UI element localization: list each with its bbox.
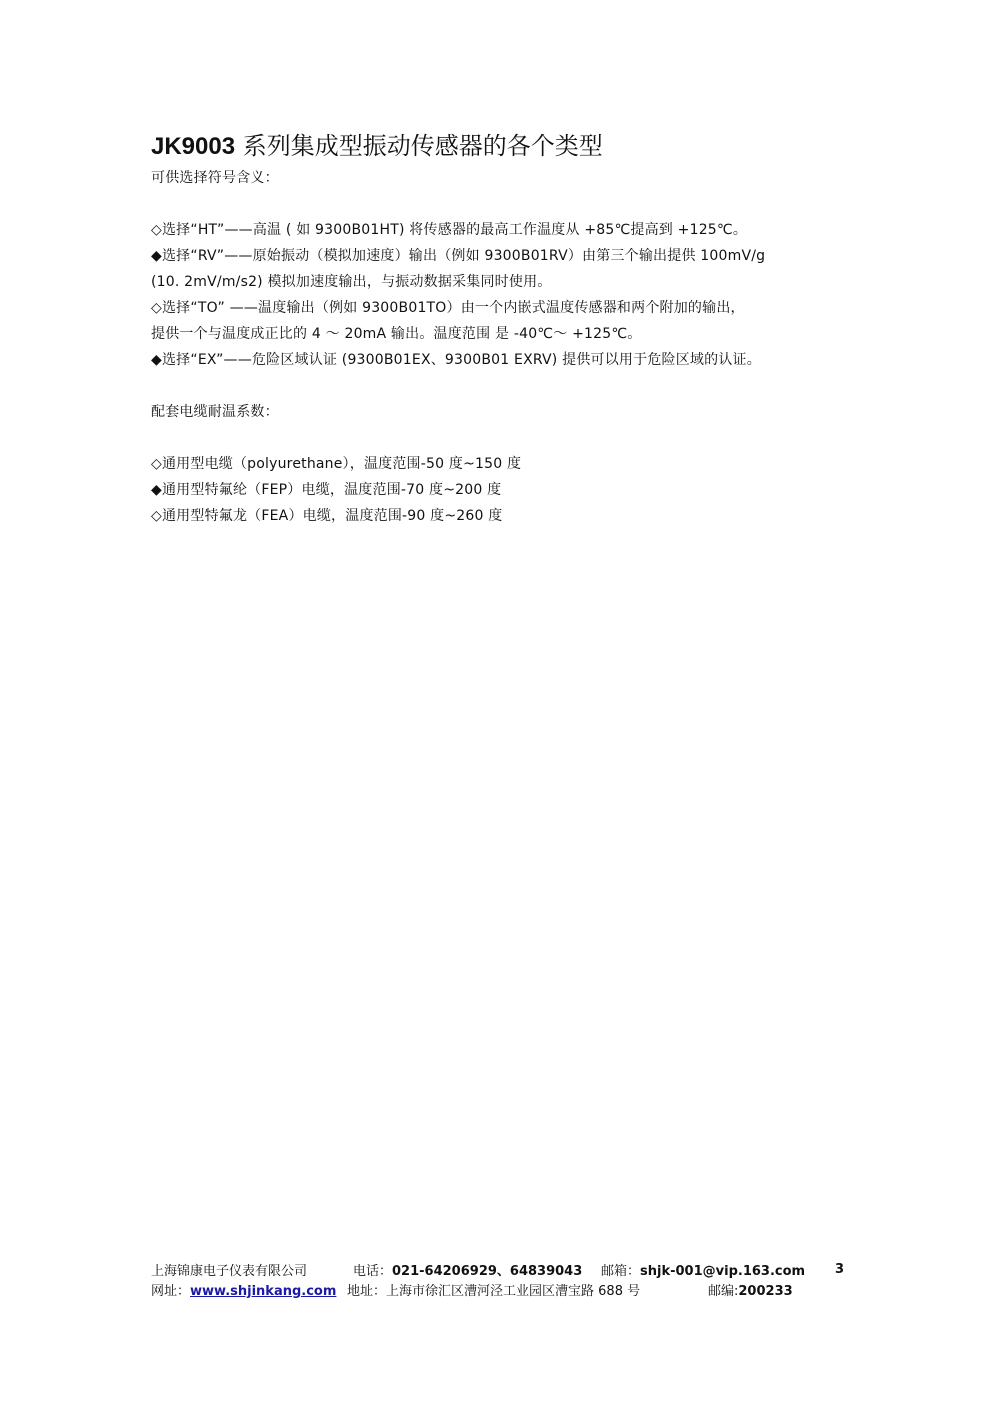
option-ht: ◇选择“HT”——高温 ( 如 9300B01HT) 将传感器的最高工作温度从 +85℃提高到 +125℃。 [151,222,748,238]
footer-website-label: 网址： [151,1284,191,1299]
title-text: 系列集成型振动传感器的各个类型 [235,132,603,160]
spacer [151,191,851,217]
document-title [151,128,851,165]
footer-address-value: 上海市徐汇区漕河泾工业园区漕宝路 688 号 [386,1284,641,1299]
cable-polyurethane: ◇通用型电缆（polyurethane），温度范围-50 度~150 度 [151,456,522,472]
title-code: JK9003 [151,133,236,160]
option-rv: ◆选择“RV”——原始振动（模拟加速度）输出（例如 9300B01RV）由第三个输出提供 100mV/g [151,248,766,264]
option-ex: ◆选择“EX”——危险区域认证 (9300B01EX、9300B01 EXRV) 提供可以用于危险区域的认证。 [151,352,761,368]
page-number: 3 [835,1262,845,1277]
footer-email [601,1262,805,1282]
footer-postcode [708,1282,793,1302]
footer-company: 上海锦康电子仪表有限公司 [151,1264,308,1279]
footer-website [151,1282,336,1302]
footer-website-link[interactable]: www.shjinkang.com [190,1284,337,1299]
footer-row-address [151,1282,851,1302]
document-body [151,128,851,529]
spacer [151,373,851,399]
footer-phone-label: 电话： [353,1264,393,1279]
footer-address-label: 地址： [347,1284,387,1299]
cable-fep: ◆通用型特氟纶（FEP）电缆，温度范围-70 度~200 度 [151,482,502,498]
spacer [151,425,851,451]
option-rv-continued: (10. 2mV/m/s2) 模拟加速度输出，与振动数据采集同时使用。 [151,274,552,290]
option-to: ◇选择“TO” ——温度输出（例如 9300B01TO）由一个内嵌式温度传感器和两个附加的输出， [151,300,745,316]
page-footer [151,1262,851,1302]
footer-address [347,1282,640,1302]
options-heading: 可供选择符号含义： [151,170,279,186]
option-to-continued: 提供一个与温度成正比的 4 ～ 20mA 输出。温度范围 是 -40℃～ +125℃。 [151,326,642,342]
footer-email-value[interactable]: shjk-001@vip.163.com [640,1264,806,1279]
footer-email-label: 邮箱： [601,1264,641,1279]
footer-phone-value: 021-64206929、64839043 [392,1264,583,1279]
footer-postcode-label: 邮编: [708,1284,739,1299]
footer-row-contact [151,1262,851,1282]
cable-heading: 配套电缆耐温系数： [151,404,279,420]
cable-fea: ◇通用型特氟龙（FEA）电缆，温度范围-90 度~260 度 [151,508,503,524]
footer-phone [353,1262,582,1282]
footer-postcode-value: 200233 [738,1284,793,1299]
